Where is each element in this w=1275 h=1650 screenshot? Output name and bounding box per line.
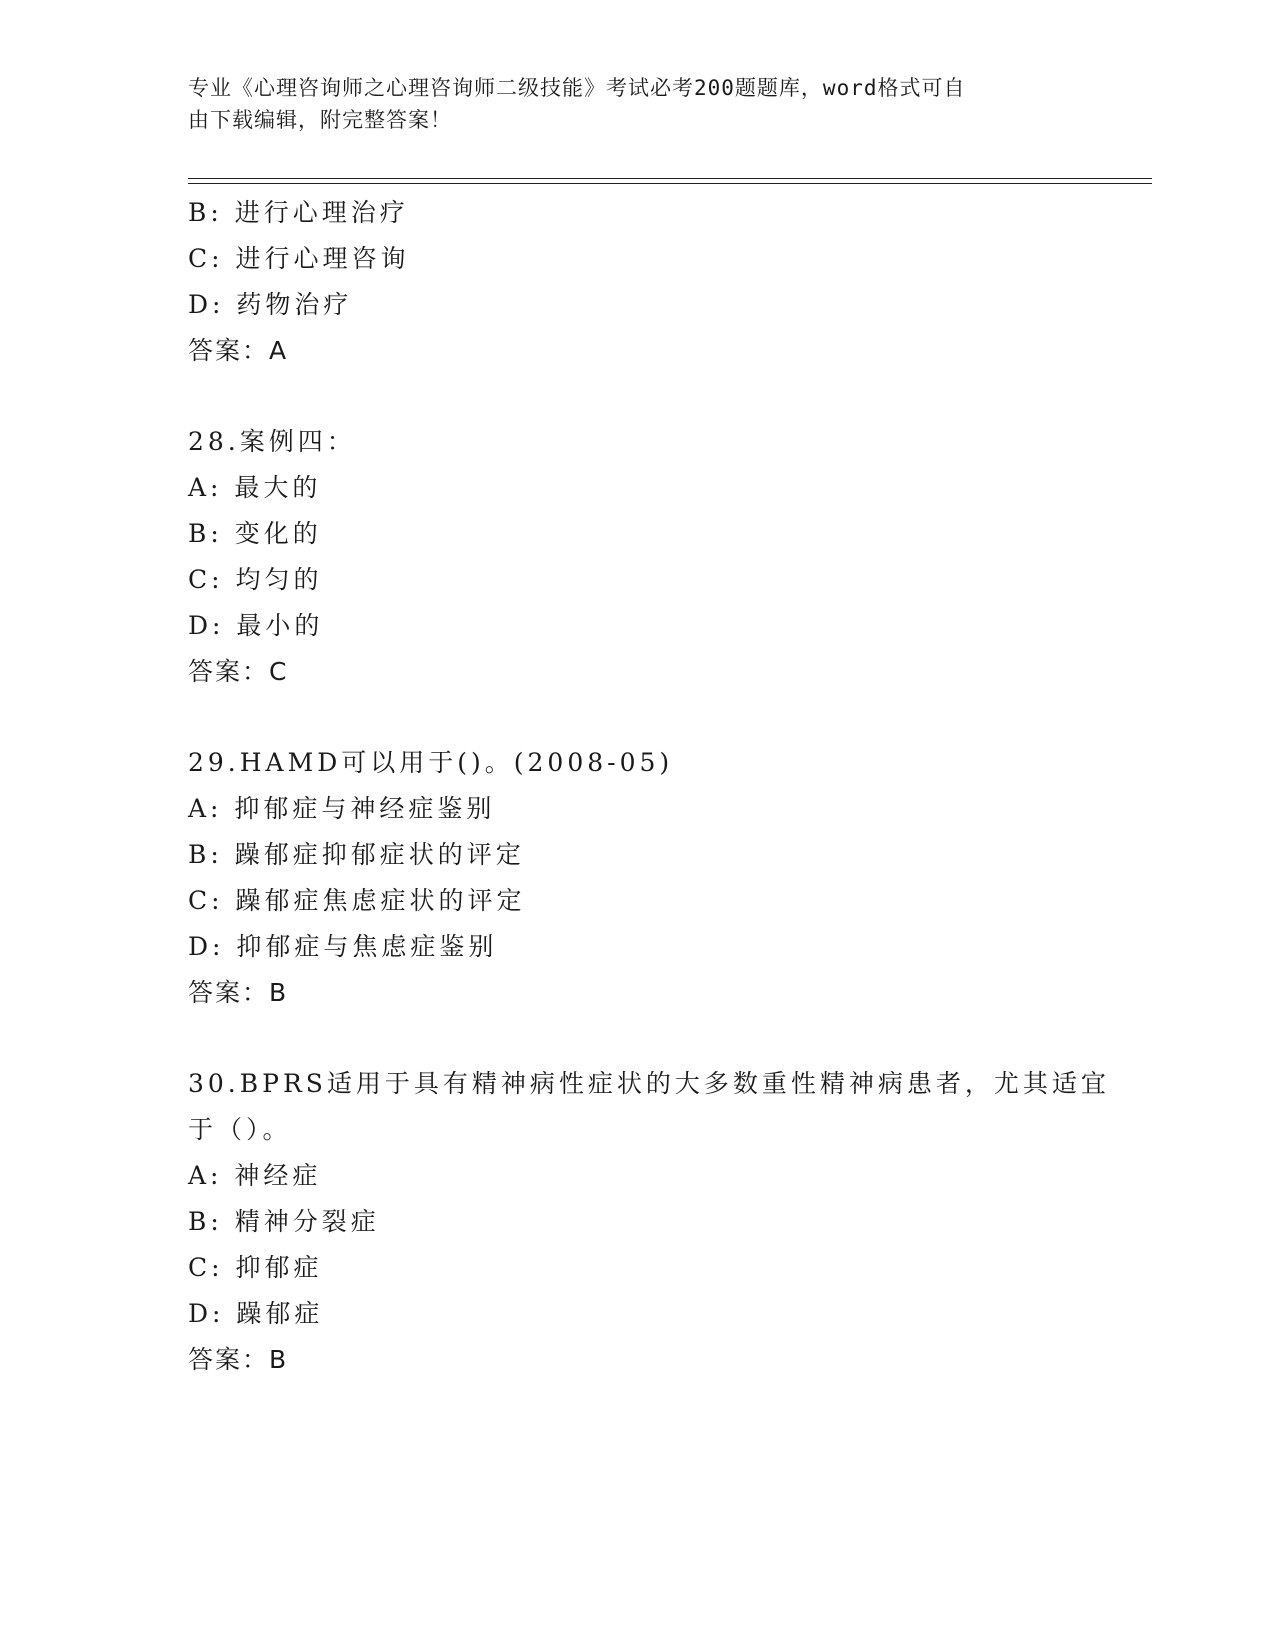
question-stem: 29.HAMD可以用于()。(2008-05) xyxy=(188,748,674,777)
question-stem-line-1: 30.BPRS适用于具有精神病性症状的大多数重性精神病患者，尤其适宜 xyxy=(188,1069,1110,1098)
question-30 xyxy=(188,1061,1110,1383)
option-c: C: 进行心理咨询 xyxy=(188,244,410,273)
header-divider-top xyxy=(188,178,1152,179)
header-line-2: 由下载编辑，附完整答案！ xyxy=(188,108,452,132)
question-27-continued xyxy=(188,190,1088,374)
spacer xyxy=(188,695,1088,740)
header-divider-bottom xyxy=(188,183,1152,184)
header-line-1: 专业《心理咨询师之心理咨询师二级技能》考试必考200题题库，word格式可自 xyxy=(188,76,966,100)
question-29 xyxy=(188,740,1088,1016)
option-c: C: 均匀的 xyxy=(188,565,323,594)
question-28 xyxy=(188,419,1088,695)
option-a: A: 神经症 xyxy=(188,1161,322,1190)
document-header xyxy=(188,72,1068,136)
option-d: D: 躁郁症 xyxy=(188,1299,324,1328)
spacer xyxy=(188,1016,1088,1061)
option-b: B: 躁郁症抑郁症状的评定 xyxy=(188,840,525,869)
option-d: D: 药物治疗 xyxy=(188,290,353,319)
option-b: B: 进行心理治疗 xyxy=(188,198,409,227)
option-b: B: 精神分裂症 xyxy=(188,1207,380,1236)
option-b: B: 变化的 xyxy=(188,519,322,548)
question-stem-line-2: 于（）。 xyxy=(188,1115,292,1144)
answer: 答案：C xyxy=(188,657,289,686)
option-c: C: 抑郁症 xyxy=(188,1253,323,1282)
answer: 答案：A xyxy=(188,336,289,365)
option-d: D: 抑郁症与焦虑症鉴别 xyxy=(188,932,498,961)
question-list xyxy=(188,190,1110,1383)
option-a: A: 最大的 xyxy=(188,473,322,502)
spacer xyxy=(188,374,1088,419)
question-stem: 28.案例四： xyxy=(188,427,356,456)
option-c: C: 躁郁症焦虑症状的评定 xyxy=(188,886,526,915)
option-a: A: 抑郁症与神经症鉴别 xyxy=(188,794,496,823)
answer: 答案：B xyxy=(188,978,289,1007)
option-d: D: 最小的 xyxy=(188,611,324,640)
answer: 答案：B xyxy=(188,1345,289,1374)
